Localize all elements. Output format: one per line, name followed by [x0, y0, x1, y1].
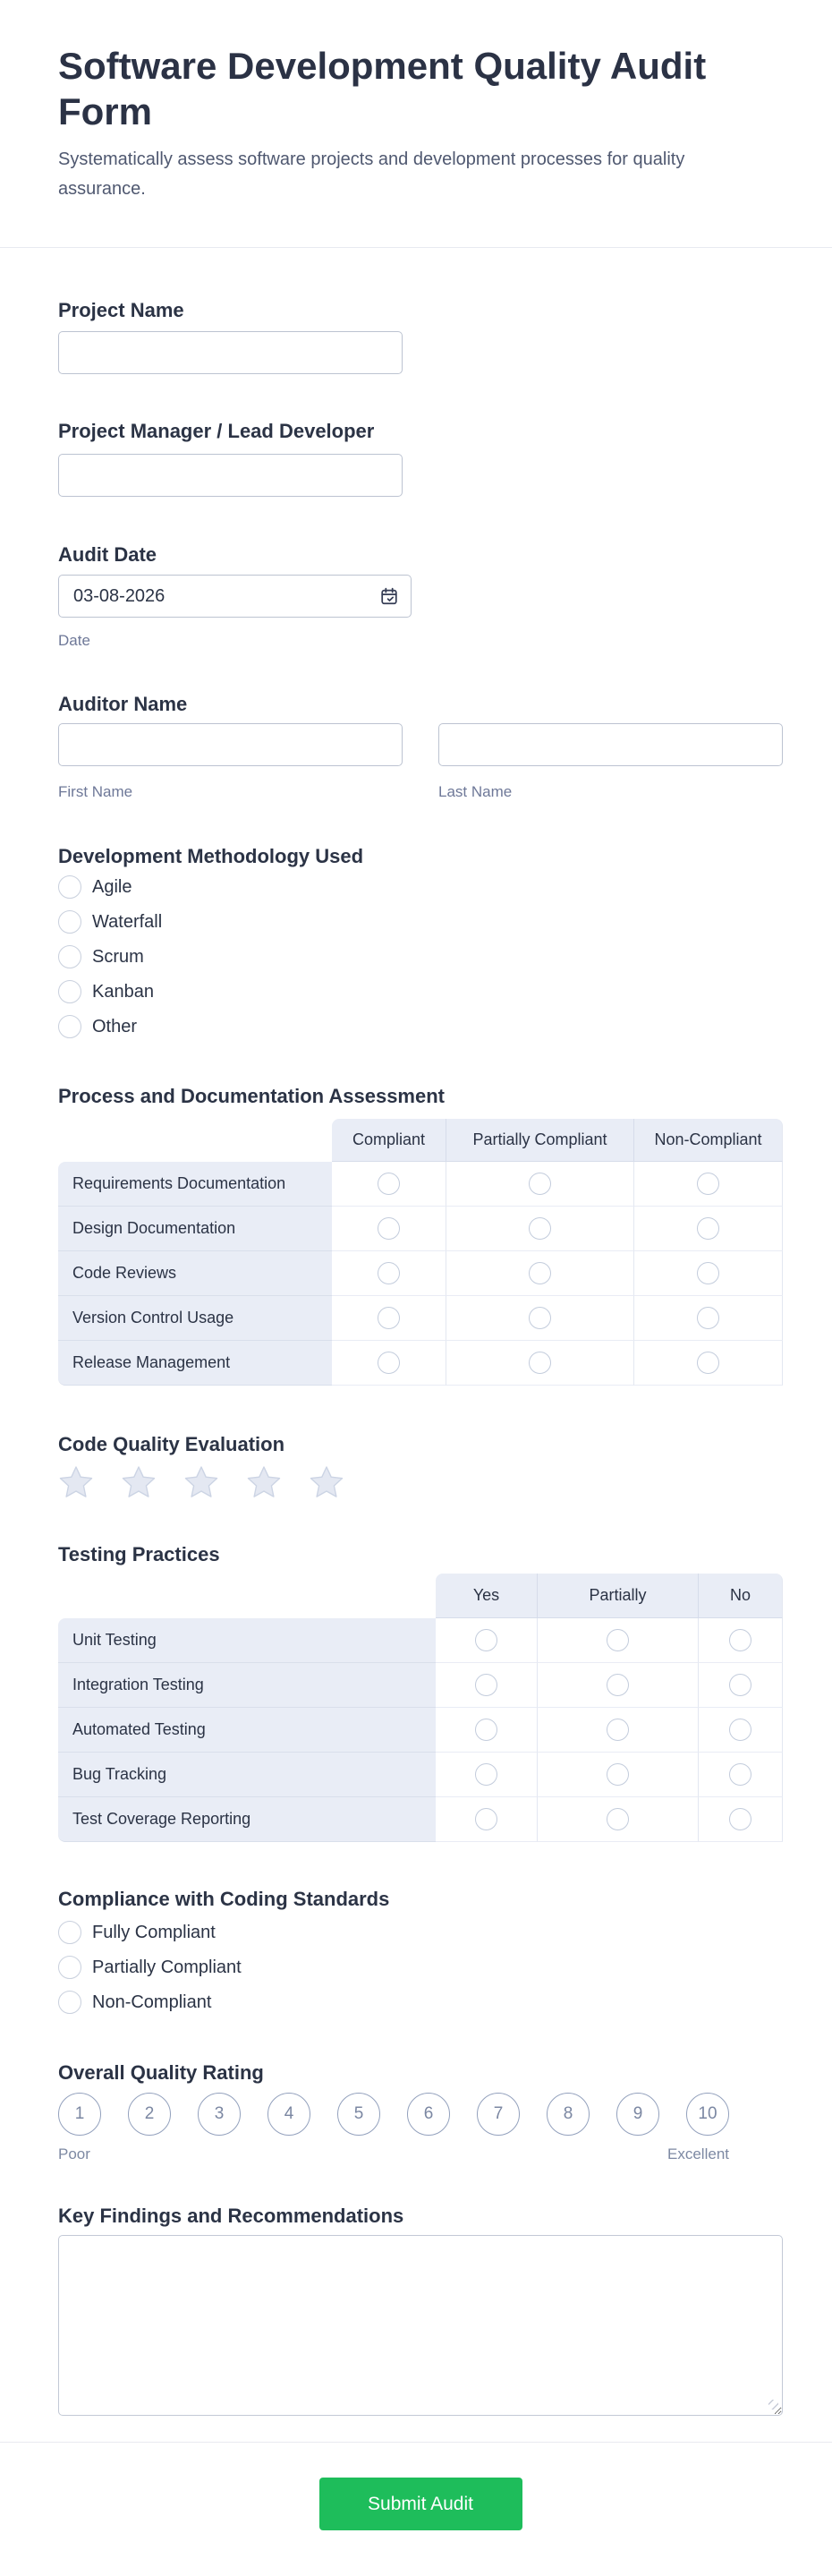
star-icon[interactable]	[246, 1464, 282, 1500]
rating-circle-10[interactable]: 10	[686, 2093, 729, 2136]
matrix-column-header: Non-Compliant	[634, 1119, 783, 1162]
process-matrix-table	[58, 1119, 783, 1386]
form-title: Software Development Quality Audit Form	[58, 45, 707, 132]
matrix-radio-icon[interactable]	[378, 1262, 400, 1284]
rating-max-label: Excellent	[667, 2145, 729, 2162]
matrix-radio-icon[interactable]	[729, 1629, 751, 1651]
matrix-radio-icon[interactable]	[529, 1307, 551, 1329]
radio-option-label: Kanban	[92, 981, 154, 1002]
matrix-cell[interactable]	[699, 1708, 783, 1753]
matrix-radio-icon[interactable]	[729, 1808, 751, 1830]
matrix-radio-icon[interactable]	[729, 1674, 751, 1696]
matrix-row-label: Design Documentation	[58, 1207, 332, 1251]
matrix-column-header: No	[699, 1574, 783, 1618]
rating-scale-captions	[58, 2145, 729, 2163]
radio-option-kanban[interactable]	[58, 980, 783, 1003]
rating-circle-9[interactable]: 9	[616, 2093, 659, 2136]
matrix-cell[interactable]	[538, 1663, 699, 1708]
radio-option-non-compliant[interactable]	[58, 1991, 783, 2014]
matrix-cell[interactable]	[332, 1207, 446, 1251]
key-findings-label: Key Findings and Recommendations	[58, 2205, 404, 2227]
matrix-cell[interactable]	[538, 1708, 699, 1753]
matrix-radio-icon[interactable]	[697, 1217, 719, 1240]
matrix-cell[interactable]	[538, 1753, 699, 1797]
rating-min-label: Poor	[58, 2145, 90, 2162]
matrix-radio-icon[interactable]	[475, 1763, 497, 1786]
matrix-corner	[58, 1574, 436, 1618]
matrix-column-header: Partially Compliant	[446, 1119, 634, 1162]
form-subtitle: Systematically assess software projects and development processes for quality assurance.	[58, 149, 685, 199]
radio-option-partially-compliant[interactable]	[58, 1956, 783, 1979]
matrix-cell[interactable]	[699, 1663, 783, 1708]
matrix-corner	[58, 1119, 332, 1162]
auditor-name-label: Auditor Name	[58, 693, 188, 715]
matrix-radio-icon[interactable]	[697, 1352, 719, 1374]
radio-option-fully-compliant[interactable]	[58, 1921, 783, 1944]
matrix-radio-icon[interactable]	[697, 1307, 719, 1329]
matrix-row-label: Test Coverage Reporting	[58, 1797, 436, 1842]
radio-option-label: Waterfall	[92, 911, 163, 932]
star-icon[interactable]	[309, 1464, 344, 1500]
radio-option-label: Agile	[92, 876, 132, 897]
calendar-icon[interactable]	[379, 586, 399, 606]
radio-option-scrum[interactable]	[58, 945, 783, 968]
matrix-cell[interactable]	[446, 1341, 634, 1386]
matrix-radio-icon[interactable]	[378, 1307, 400, 1329]
matrix-radio-icon[interactable]	[475, 1808, 497, 1830]
matrix-cell[interactable]	[436, 1663, 538, 1708]
matrix-radio-icon[interactable]	[475, 1719, 497, 1741]
matrix-column-header: Yes	[436, 1574, 538, 1618]
code-quality-label: Code Quality Evaluation	[58, 1433, 285, 1455]
matrix-row-label: Integration Testing	[58, 1663, 436, 1708]
footer-divider	[0, 2442, 832, 2443]
matrix-cell[interactable]	[446, 1207, 634, 1251]
star-icon[interactable]	[121, 1464, 157, 1500]
matrix-row-label: Version Control Usage	[58, 1296, 332, 1341]
last-name-input[interactable]	[438, 723, 783, 766]
matrix-column-header: Compliant	[332, 1119, 446, 1162]
star-icon[interactable]	[183, 1464, 219, 1500]
rating-circle-8[interactable]: 8	[547, 2093, 590, 2136]
rating-circle-7[interactable]: 7	[477, 2093, 520, 2136]
matrix-radio-icon[interactable]	[607, 1629, 629, 1651]
overall-rating-label: Overall Quality Rating	[58, 2061, 264, 2084]
auditor-name-field	[58, 723, 783, 801]
matrix-radio-icon[interactable]	[607, 1763, 629, 1786]
matrix-cell[interactable]	[436, 1753, 538, 1797]
matrix-cell[interactable]	[332, 1296, 446, 1341]
matrix-cell[interactable]	[446, 1251, 634, 1296]
process-matrix-label: Process and Documentation Assessment	[58, 1085, 445, 1107]
project-manager-input[interactable]	[58, 454, 403, 497]
first-name-input[interactable]	[58, 723, 403, 766]
matrix-radio-icon[interactable]	[697, 1173, 719, 1195]
radio-option-label: Non-Compliant	[92, 1992, 212, 2012]
radio-icon[interactable]	[58, 875, 81, 899]
submit-button[interactable]: Submit Audit	[319, 2478, 522, 2530]
rating-circle-1[interactable]: 1	[58, 2093, 101, 2136]
matrix-cell[interactable]	[436, 1797, 538, 1842]
rating-circle-2[interactable]: 2	[128, 2093, 171, 2136]
matrix-row-label: Requirements Documentation	[58, 1162, 332, 1207]
radio-option-label: Other	[92, 1016, 138, 1036]
matrix-radio-icon[interactable]	[378, 1173, 400, 1195]
matrix-cell[interactable]	[436, 1618, 538, 1663]
radio-icon[interactable]	[58, 1956, 81, 1979]
matrix-cell[interactable]	[436, 1708, 538, 1753]
matrix-cell[interactable]	[634, 1341, 783, 1386]
rating-circle-5[interactable]: 5	[337, 2093, 380, 2136]
matrix-cell[interactable]	[699, 1618, 783, 1663]
matrix-cell[interactable]	[634, 1162, 783, 1207]
rating-circle-6[interactable]: 6	[407, 2093, 450, 2136]
star-rating	[58, 1464, 783, 1500]
radio-icon[interactable]	[58, 980, 81, 1003]
matrix-cell[interactable]	[446, 1296, 634, 1341]
testing-matrix-label: Testing Practices	[58, 1543, 220, 1565]
matrix-row-label: Automated Testing	[58, 1708, 436, 1753]
matrix-radio-icon[interactable]	[378, 1352, 400, 1374]
matrix-radio-icon[interactable]	[607, 1719, 629, 1741]
audit-date-sublabel: Date	[58, 632, 90, 649]
matrix-cell[interactable]	[634, 1207, 783, 1251]
matrix-cell[interactable]	[634, 1251, 783, 1296]
header-divider	[0, 247, 832, 248]
radio-icon[interactable]	[58, 1015, 81, 1038]
rating-circle-4[interactable]: 4	[267, 2093, 310, 2136]
key-findings-field	[58, 2235, 783, 2416]
radio-option-waterfall[interactable]	[58, 910, 783, 934]
rating-scale	[58, 2093, 783, 2136]
matrix-row-label: Code Reviews	[58, 1251, 332, 1296]
last-name-sublabel: Last Name	[438, 783, 513, 800]
matrix-radio-icon[interactable]	[475, 1674, 497, 1696]
matrix-radio-icon[interactable]	[607, 1674, 629, 1696]
radio-icon[interactable]	[58, 910, 81, 934]
matrix-radio-icon[interactable]	[378, 1217, 400, 1240]
project-name-input[interactable]	[58, 331, 403, 374]
matrix-radio-icon[interactable]	[529, 1352, 551, 1374]
radio-option-label: Scrum	[92, 946, 144, 967]
matrix-cell[interactable]	[699, 1753, 783, 1797]
radio-option-label: Fully Compliant	[92, 1922, 216, 1942]
project-name-label: Project Name	[58, 299, 184, 321]
matrix-cell[interactable]	[634, 1296, 783, 1341]
matrix-radio-icon[interactable]	[729, 1719, 751, 1741]
matrix-cell[interactable]	[446, 1162, 634, 1207]
methodology-options	[58, 875, 783, 1038]
matrix-row-label: Release Management	[58, 1341, 332, 1386]
radio-icon[interactable]	[58, 1921, 81, 1944]
radio-option-other[interactable]	[58, 1015, 783, 1038]
radio-option-label: Partially Compliant	[92, 1957, 242, 1977]
matrix-radio-icon[interactable]	[529, 1173, 551, 1195]
matrix-radio-icon[interactable]	[697, 1262, 719, 1284]
matrix-radio-icon[interactable]	[529, 1262, 551, 1284]
key-findings-textarea[interactable]	[58, 2235, 783, 2416]
matrix-radio-icon[interactable]	[529, 1217, 551, 1240]
matrix-cell[interactable]	[332, 1251, 446, 1296]
matrix-row-label: Bug Tracking	[58, 1753, 436, 1797]
first-name-sublabel: First Name	[58, 783, 133, 800]
audit-date-label: Audit Date	[58, 543, 157, 566]
audit-date-field	[58, 575, 412, 618]
radio-option-agile[interactable]	[58, 875, 783, 899]
radio-icon[interactable]	[58, 945, 81, 968]
matrix-radio-icon[interactable]	[729, 1763, 751, 1786]
audit-date-input[interactable]	[58, 575, 412, 618]
matrix-cell[interactable]	[332, 1162, 446, 1207]
matrix-cell[interactable]	[332, 1341, 446, 1386]
star-icon[interactable]	[58, 1464, 94, 1500]
methodology-label: Development Methodology Used	[58, 845, 364, 867]
matrix-cell[interactable]	[538, 1618, 699, 1663]
matrix-radio-icon[interactable]	[475, 1629, 497, 1651]
coding-standards-label: Compliance with Coding Standards	[58, 1888, 390, 1910]
matrix-cell[interactable]	[538, 1797, 699, 1842]
matrix-cell[interactable]	[699, 1797, 783, 1842]
project-manager-label: Project Manager / Lead Developer	[58, 420, 375, 442]
rating-circle-3[interactable]: 3	[198, 2093, 241, 2136]
matrix-radio-icon[interactable]	[607, 1808, 629, 1830]
matrix-column-header: Partially	[538, 1574, 699, 1618]
coding-standards-options	[58, 1921, 783, 2014]
radio-icon[interactable]	[58, 1991, 81, 2014]
matrix-row-label: Unit Testing	[58, 1618, 436, 1663]
testing-matrix-table	[58, 1574, 783, 1842]
